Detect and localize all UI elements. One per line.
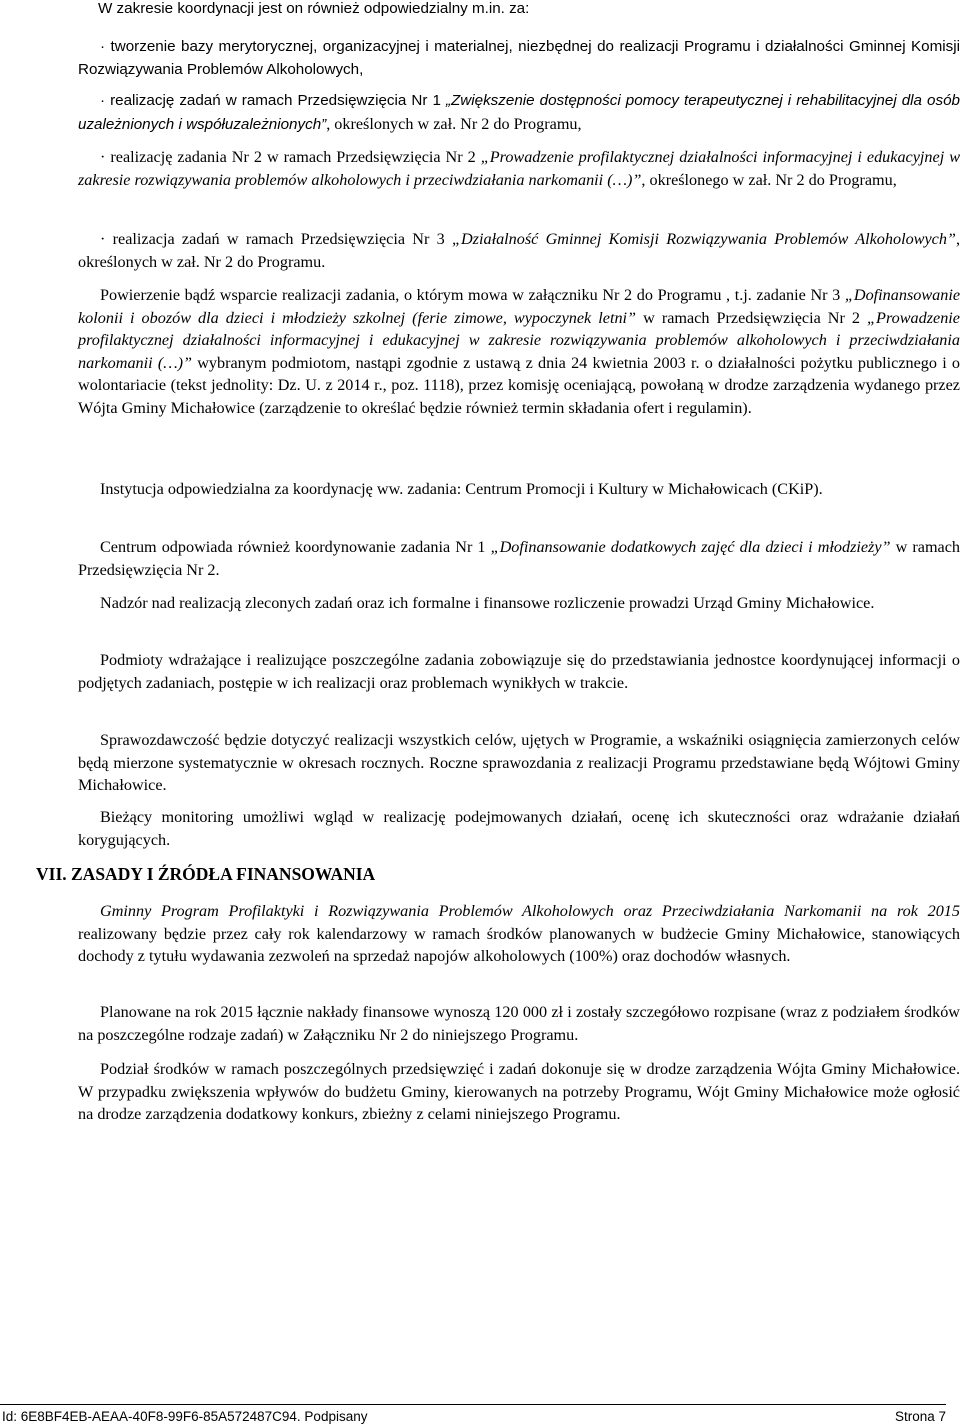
paragraph-instytucja: Instytucja odpowiedzialna za koordynację ww. zadania: Centrum Promocji i Kultury w Michałowicach (CKiP). xyxy=(100,480,823,498)
bullet-2-title: „Zwiększenie dostępności pomocy terapeutycznej i rehabilitacyjnej dla osób uzależnionych i współuzależnionych” xyxy=(78,92,960,133)
program-text: realizowany będzie przez cały rok kalendarzowy w ramach środków planowanych w budżecie Gminy Michałowice, stanowiących dochody z tytułu wydawania zezwoleń na sprzedaż napojów alkoholowych (100%) oraz dochodów własnych. xyxy=(78,924,960,965)
paragraph-podzial: Podział środków w ramach poszczególnych przedsięwzięć i zadań dokonuje się w drodze zarządzenia Wójta Gminy Michałowice. W przypadku zwiększenia wpływów do budżetu Gminy, kierowanych na potrzeby Programu, Wójt Gminy Michałowice może ogłosić na drodze zarządzenia dodatkowy konkurs, zbieżny z celami niniejszego Programu. xyxy=(78,1060,960,1123)
bullet-4-title: „Działalność Gminnej Komisji Rozwiązywania Problemów Alkoholowych” xyxy=(451,230,956,248)
paragraph-powierzenie xyxy=(78,284,960,419)
paragraph-sprawozdawczosc: Sprawozdawczość będzie dotyczyć realizacji wszystkich celów, ujętych w Programie, a wskaźniki osiągnięcia zamierzonych celów będą mierzone systematycznie w okresach rocznych. Roczne sprawozdania z realizacji Programu przedstawiane będą Wójtowi Gminy Michałowice. xyxy=(78,731,960,794)
paragraph-monitoring: Bieżący monitoring umożliwi wgląd w realizację podejmowanych działań, ocenę ich skuteczności oraz wdrażanie działań korygujących. xyxy=(78,808,960,849)
paragraph-centrum xyxy=(78,536,960,581)
program-title: Gminny Program Profilaktyki i Rozwiązywania Problemów Alkoholowych oraz Przeciwdziałania Narkomanii na rok 2015 xyxy=(100,902,960,920)
paragraph-program xyxy=(78,900,960,968)
centrum-title: „Dofinansowanie dodatkowych zajęć dla dzieci i młodzieży” xyxy=(490,538,891,556)
paragraph-podmioty: Podmioty wdrażające i realizujące poszczególne zadania zobowiązuje się do przedstawiania jednostce koordynującej informacji o podjętych zadaniach, postępie w ich realizacji oraz problemach wynikłych w trakcie. xyxy=(78,651,960,692)
bullet-przedsiewziecie-1 xyxy=(78,90,960,136)
centrum-suffix: w ramach Przedsięwzięcia Nr 2. xyxy=(78,538,960,579)
footer-divider xyxy=(0,1404,946,1405)
footer-page-number: Strona 7 xyxy=(894,1409,946,1424)
bullet-3-title: „Prowadzenie profilaktycznej działalności informacyjnej i edukacyjnej w zakresie rozwiązywania problemów alkoholowych i przeciwdziałania narkomanii (…)” xyxy=(78,148,960,189)
paragraph-nadzor: Nadzór nad realizacją zleconych zadań oraz ich formalne i finansowe rozliczenie prowadzi Urząd Gminy Michałowice. xyxy=(100,594,875,612)
section-heading: VII. ZASADY I ŹRÓDŁA FINANSOWANIA xyxy=(36,864,376,884)
powierzenie-text-a: Powierzenie bądź wsparcie realizacji zadania, o którym mowa w załączniku Nr 2 do Programu , t.j. zadanie Nr 3 xyxy=(100,286,845,304)
bullet-przedsiewziecie-2 xyxy=(78,146,960,191)
footer-document-id: Id: 6E8BF4EB-AEAA-40F8-99F6-85A572487C94. Podpisany xyxy=(2,1409,368,1424)
paragraph-planowane: Planowane na rok 2015 łącznie nakłady finansowe wynoszą 120 000 zł i zostały szczegółowo rozpisane (wraz z podziałem środków na poszczególne rodzaje zadań) w Załączniku Nr 2 do niniejszego Programu. xyxy=(78,1003,960,1044)
bullet-2-text: · realizację zadań w ramach Przedsięwzięcia Nr 1 xyxy=(100,92,446,109)
centrum-text: Centrum odpowiada również koordynowanie zadania Nr 1 xyxy=(100,538,491,556)
bullet-3-text: · realizację zadania Nr 2 w ramach Przedsięwzięcia Nr 2 xyxy=(100,148,481,166)
powierzenie-text-c: wybranym podmiotom, nastąpi zgodnie z ustawą z dnia 24 kwietnia 2003 r. o działalności pożytku publicznego i o wolontariacie (tekst jednolity: Dz. U. z 2014 r., poz. 1118), przez komisję oceniającą, powołaną w drodze zarządzenia wydanego przez Wójta Gminy Michałowice (zarządzenie to określać będzie również termin składania ofert i regulamin). xyxy=(78,353,960,417)
bullet-przedsiewziecie-3 xyxy=(78,228,960,273)
powierzenie-title-a: „Dofinansowanie kolonii i obozów dla dzieci i młodzieży szkolnej (ferie zimowe, wypoczynek letni” xyxy=(78,286,960,327)
bullet-4-suffix: , określonych w zał. Nr 2 do Programu. xyxy=(78,230,960,271)
bullet-2-suffix: , określonych w zał. Nr 2 do Programu, xyxy=(326,114,582,133)
powierzenie-title-b: „Prowadzenie profilaktycznej działalności informacyjnej i edukacyjnej w zakresie rozwiązywania problemów alkoholowych i przeciwdziałania narkomanii (…)” xyxy=(78,308,960,372)
intro-line: W zakresie koordynacji jest on również odpowiedzialny m.in. za: xyxy=(98,0,530,17)
powierzenie-text-b: w ramach Przedsięwzięcia Nr 2 xyxy=(636,308,868,327)
bullet-4-text: · realizacja zadań w ramach Przedsięwzięcia Nr 3 xyxy=(100,230,452,248)
bullet-tworzenie: · tworzenie bazy merytorycznej, organizacyjnej i materialnej, niezbędnej do realizacji Programu i działalności Gminnej Komisji Rozwiązywania Problemów Alkoholowych, xyxy=(78,38,960,78)
bullet-3-suffix: , określonego w zał. Nr 2 do Programu, xyxy=(641,170,897,189)
